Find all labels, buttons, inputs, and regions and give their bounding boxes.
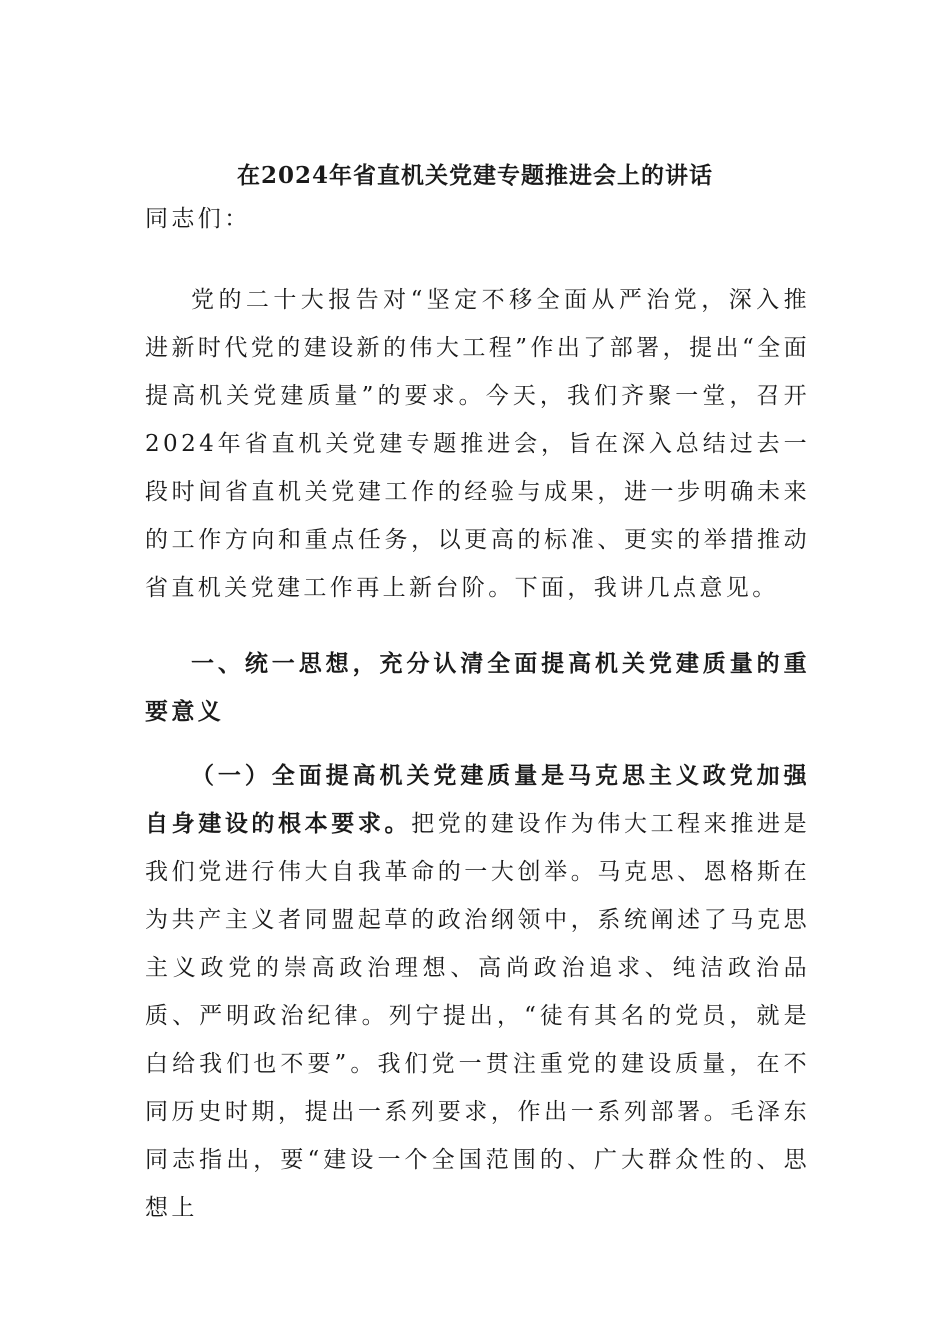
salutation: 同志们： (145, 206, 251, 232)
subsection-text: 把党的建设作为伟大工程来推进是我们党进行伟大自我革命的一大创举。马克思、恩格斯在为共产主义者同盟起草的政治纲领中，系统阐述了马克思主义政党的崇高政治理想、高尚政治追求、纯洁政治品质、严明政治纪律。列宁提出，“徒有其名的党员，就是白给我们也不要”。我们党一贯注重党的建设质量，在不同历史时期，提出一系列要求，作出一系列部署。毛泽东同志指出，要“建设一个全国范围的、广大群众性的、思想上 (145, 811, 811, 1221)
subsection-paragraph (145, 752, 810, 1232)
subsection-lead: （一）全面提高机关党建质量是马克思主义政党加强自身建设的根本要求。 (145, 762, 810, 837)
document-title: 在2024年省直机关党建专题推进会上的讲话 (236, 162, 713, 189)
intro-paragraph: 党的二十大报告对“坚定不移全面从严治党，深入推进新时代党的建设新的伟大工程”作出了部署，提出“全面提高机关党建质量”的要求。今天，我们齐聚一堂，召开2024年省直机关党建专题推进会，旨在深入总结过去一段时间省直机关党建工作的经验与成果，进一步明确未来的工作方向和重点任务，以更高的标准、更实的举措推动省直机关党建工作再上新台阶。下面，我讲几点意见。 (145, 287, 810, 601)
section-heading: 一、统一思想，充分认清全面提高机关党建质量的重要意义 (145, 650, 810, 725)
